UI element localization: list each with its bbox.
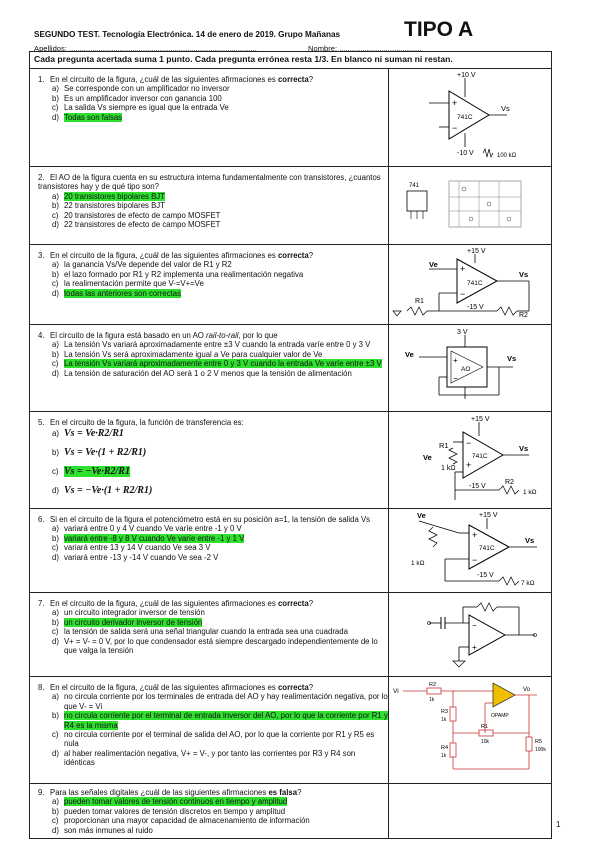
r1-label: R1: [439, 441, 449, 450]
question-3: [30, 245, 389, 325]
svg-text:−: −: [453, 374, 458, 383]
question-number: 3.: [38, 251, 45, 260]
figure-3: [389, 245, 552, 325]
question-text: En el circuito de la figura, ¿cuál de las siguientes afirmaciones es correcta?: [50, 251, 314, 260]
svg-text:+: +: [472, 643, 477, 652]
supply-neg-label: -15 V: [469, 483, 486, 490]
option-c[interactable]: c) variará entre 13 y 14 V cuando Ve sea 3 V: [52, 543, 211, 553]
option-c[interactable]: c) Vs = −Ve·R2/R1: [52, 466, 130, 478]
option-b[interactable]: b) 22 transistores bipolares BJT: [52, 201, 165, 211]
figure-6: [389, 509, 552, 593]
question-text: En el circuito de la figura, ¿cuál de las siguientes afirmaciones es correcta?: [50, 75, 314, 84]
figure-9-empty: [389, 784, 552, 839]
option-b[interactable]: b) Vs = Ve·(1 + R2/R1): [52, 447, 147, 459]
svg-text:+: +: [460, 264, 466, 274]
option-c[interactable]: c) 20 transistores de efecto de campo MOSFET: [52, 210, 221, 220]
question-5: [30, 412, 389, 509]
question-number: 2.: [38, 173, 45, 182]
option-d[interactable]: d) variará entre -13 y -14 V cuando Ve sea -2 V: [52, 552, 219, 562]
r1-label: R1: [415, 298, 424, 305]
r2-label: R2: [519, 312, 528, 319]
question-number: 8.: [38, 683, 45, 692]
opamp-circuit-figure: [389, 69, 549, 161]
vo-label: Vo: [523, 687, 531, 693]
opamp-circuit-figure: [389, 325, 549, 406]
option-c[interactable]: c) proporcionan una mayor capacidad de almacenamiento de información: [52, 816, 310, 826]
supply-neg-label: -15 V: [467, 304, 484, 311]
opamp-circuit-figure: [389, 245, 549, 319]
option-a[interactable]: a) un circuito integrador inversor de tensión: [52, 608, 205, 618]
surname-field-label: Apellidos: .........................................................................................: [34, 44, 257, 53]
option-c[interactable]: c) no circula corriente por el terminal de salida del AO, por lo que la corriente por R1 y R5 es nula: [52, 730, 375, 749]
formula: Vs = Ve·(1 + R2/R1): [64, 447, 147, 459]
chip-label: 741C: [467, 280, 483, 287]
option-a[interactable]: a) La tensión Vs variará aproximadamente entre ±3 V cuando la entrada varíe entre 0 y 3 V: [52, 340, 371, 350]
opamp-network-figure: [389, 677, 549, 778]
r2-value: 1k: [429, 697, 435, 703]
svg-text:+: +: [452, 98, 458, 108]
svg-text:+: +: [466, 460, 472, 470]
supply-pos-label: +15 V: [479, 512, 498, 519]
vi-label: Vi: [393, 688, 399, 695]
formula: Vs = Ve·R2/R1: [64, 428, 124, 440]
r4-value: 1k: [441, 753, 447, 759]
question-text: Si en el circuito de la figura el potenciómetro está en su posición a=1, la tensión de salida Vs: [50, 515, 371, 524]
name-field-label: Nombre: .......................................: [308, 44, 422, 53]
question-number: 6.: [38, 515, 45, 524]
highlighted-answer: no circula corriente por el terminal de entrada inversor del AO, por lo que la corriente por R1 y R4 es la misma: [64, 711, 388, 730]
figure-1: [389, 69, 552, 167]
opamp-circuit-figure: [389, 412, 549, 503]
option-d[interactable]: d) todas las anteriores son correctas: [52, 288, 182, 298]
exam-type-label: TIPO A: [404, 18, 474, 41]
question-7: [30, 593, 389, 677]
r2-label: R2: [429, 682, 437, 688]
question-text: El circuito de la figura está basado en un AO rail-to-rail, por lo que: [50, 331, 278, 340]
page-number: 1: [556, 820, 561, 829]
r4-label: R4: [441, 745, 449, 751]
option-c[interactable]: c) La salida Vs siempre es igual que la entrada Ve: [52, 103, 229, 113]
option-b[interactable]: b) variará entre -8 y 8 V cuando Ve varíe entre -1 y 1 V: [52, 533, 245, 543]
highlighted-answer: todas las anteriores son correctas: [64, 288, 182, 298]
output-label: Vs: [519, 444, 529, 453]
highlighted-answer: La tensión Vs variará aproximadamente entre 0 y 3 V cuando la entrada Ve varíe entre ±3 V: [64, 359, 382, 369]
svg-text:+: +: [453, 356, 458, 365]
figure-4: [389, 325, 552, 412]
option-d[interactable]: d) Todas son falsas: [52, 112, 123, 122]
chip-label: 741: [409, 183, 420, 189]
option-a[interactable]: a) Se corresponde con un amplificador no inversor: [52, 84, 230, 94]
input-label: Ve: [417, 511, 426, 520]
highlighted-answer: pueden tomar valores de tensión continuos en tiempo y amplitud: [64, 797, 288, 807]
r3-label: R3: [441, 709, 449, 715]
option-b[interactable]: b) Es un amplificador inversor con ganancia 100: [52, 93, 222, 103]
option-d[interactable]: d) La tensión de saturación del AO será 1 o 2 V menos que la tensión de alimentación: [52, 368, 352, 378]
option-a[interactable]: a) 20 transistores bipolares BJT: [52, 191, 165, 201]
output-label: Vs: [501, 104, 510, 113]
svg-text:−: −: [472, 621, 477, 630]
question-6: [30, 509, 389, 593]
figure-2: [389, 167, 552, 245]
option-a[interactable]: a) no circula corriente por los terminales de entrada del AO y hay realimentación negativa, por lo que V- = Vi: [52, 692, 388, 711]
input-label: Ve: [423, 453, 432, 462]
svg-text:−: −: [466, 438, 472, 448]
highlighted-answer: variará entre -8 y 8 V cuando Ve varíe entre -1 y 1 V: [64, 533, 245, 543]
differentiator-circuit-figure: [389, 593, 549, 671]
option-c[interactable]: c) la tensión de salida será una señal triangular cuando la entrada sea una cuadrada: [52, 627, 348, 637]
r1-value: 10k: [481, 739, 490, 745]
option-b[interactable]: b) La tensión Vs será aproximadamente igual a Ve para cualquier valor de Ve: [52, 349, 323, 359]
resistor-label: 100 kΩ: [497, 153, 517, 159]
question-4: [30, 325, 389, 412]
r1-value: 1 kΩ: [441, 465, 456, 472]
svg-text:−: −: [460, 289, 466, 299]
output-label: Vs: [507, 354, 517, 363]
chip-label: AO: [461, 366, 471, 373]
supply-pos-label: +15 V: [467, 248, 486, 255]
option-d[interactable]: d) V+ = V- = 0 V, por lo que condensador está siempre descargado independientemente de lo que valga la tensión: [52, 636, 378, 656]
supply-label: 3 V: [457, 329, 468, 336]
option-a[interactable]: a) la ganancia Vs/Ve depende del valor de R1 y R2: [52, 260, 232, 270]
r2-label: R2: [505, 479, 514, 486]
output-label: Vs: [519, 270, 529, 279]
question-1: [30, 69, 389, 167]
input-label: Ve: [429, 260, 438, 269]
question-8: [30, 677, 389, 784]
question-text: El AO de la figura cuenta en su estructura interna fundamentalmente con transistores, ¿cuantos transistores hay y de qué tipo son?: [38, 173, 381, 192]
r5-value: 100k: [535, 747, 546, 753]
supply-neg-label: -10 V: [457, 150, 474, 157]
opamp-circuit-figure: [389, 509, 549, 587]
question-number: 9.: [38, 788, 45, 797]
formula: Vs = −Ve·(1 + R2/R1): [64, 485, 153, 497]
exam-header: SEGUNDO TEST. Tecnología Electrónica. 14 de enero de 2019. Grupo Mañanas: [34, 30, 341, 39]
option-d[interactable]: d) al haber realimentación negativa, V+ = V-, y por tanto las corrientes por R3 y R4 son idénticas: [52, 748, 356, 768]
chip-label: 741C: [472, 453, 488, 460]
figure-7: [389, 593, 552, 677]
question-text: En el circuito de la figura, ¿cuál de las siguientes afirmaciones es correcta?: [50, 683, 314, 692]
option-a[interactable]: a) Vs = Ve·R2/R1: [52, 428, 124, 440]
supply-pos-label: +10 V: [457, 72, 476, 79]
question-2: [30, 167, 389, 245]
option-b[interactable]: b) pueden tomar valores de tensión discretos en tiempo y amplitud: [52, 806, 286, 816]
option-b[interactable]: b) no circula corriente por el terminal de entrada inversor del AO, por lo que la corriente por R1 y R4 es la misma: [52, 711, 388, 730]
chip-label: 741C: [479, 545, 495, 552]
highlighted-answer: Todas son falsas: [64, 112, 123, 122]
svg-text:+: +: [472, 530, 478, 540]
supply-pos-label: +15 V: [471, 416, 490, 423]
feedback-resistor-label: 7 kΩ: [521, 580, 535, 587]
chip-label: 741C: [457, 114, 473, 121]
transistor-schematic-figure: [389, 167, 549, 239]
figure-8: [389, 677, 552, 784]
question-number: 4.: [38, 331, 45, 340]
option-c[interactable]: c) la realimentación permite que V-=V+=Ve: [52, 279, 204, 289]
question-number: 5.: [38, 418, 45, 427]
r5-label: R5: [535, 739, 543, 745]
input-label: Ve: [405, 350, 414, 359]
highlighted-answer: Vs = −Ve·R2/R1: [64, 466, 130, 478]
question-text: Para las señales digitales ¿cuál de las siguientes afirmaciones es falsa?: [50, 788, 302, 797]
question-number: 7.: [38, 599, 45, 608]
output-label: Vs: [525, 536, 535, 545]
question-9: [30, 784, 389, 839]
option-b[interactable]: b) un circuito derivador inversor de tensión: [52, 617, 203, 627]
r2-value: 1 kΩ: [523, 489, 537, 496]
svg-text:−: −: [452, 123, 458, 133]
questions-table: [29, 51, 552, 839]
option-b[interactable]: b) el lazo formado por R1 y R2 implementa una realimentación negativa: [52, 269, 304, 279]
svg-text:−: −: [472, 555, 478, 565]
option-a[interactable]: a) variará entre 0 y 4 V cuando Ve varíe entre -1 y 0 V: [52, 524, 242, 534]
option-d[interactable]: d) 22 transistores de efecto de campo MOSFET: [52, 220, 221, 230]
option-a[interactable]: a) pueden tomar valores de tensión continuos en tiempo y amplitud: [52, 797, 288, 807]
resistor-label: 1 kΩ: [411, 560, 425, 567]
question-text: En el circuito de la figura, la función de transferencia es:: [50, 418, 244, 427]
highlighted-answer: un circuito derivador inversor de tensión: [64, 617, 203, 627]
option-d[interactable]: d) son más inmunes al ruido: [52, 825, 153, 835]
option-d[interactable]: d) Vs = −Ve·(1 + R2/R1): [52, 485, 153, 497]
question-number: 1.: [38, 75, 45, 84]
supply-neg-label: -15 V: [477, 572, 494, 579]
chip-label: OPAMP: [491, 713, 509, 719]
r1-label: R1: [481, 724, 489, 730]
option-c[interactable]: c) La tensión Vs variará aproximadamente entre 0 y 3 V cuando la entrada Ve varíe entre ±3 V: [52, 359, 382, 369]
highlighted-answer: 20 transistores bipolares BJT: [64, 191, 165, 201]
figure-5: [389, 412, 552, 509]
instructions: Cada pregunta acertada suma 1 punto. Cada pregunta errónea resta 1/3. En blanco ni suman ni restan.: [30, 52, 552, 69]
r3-value: 1k: [441, 717, 447, 723]
question-text: En el circuito de la figura, ¿cuál de las siguientes afirmaciones es correcta?: [50, 599, 314, 608]
